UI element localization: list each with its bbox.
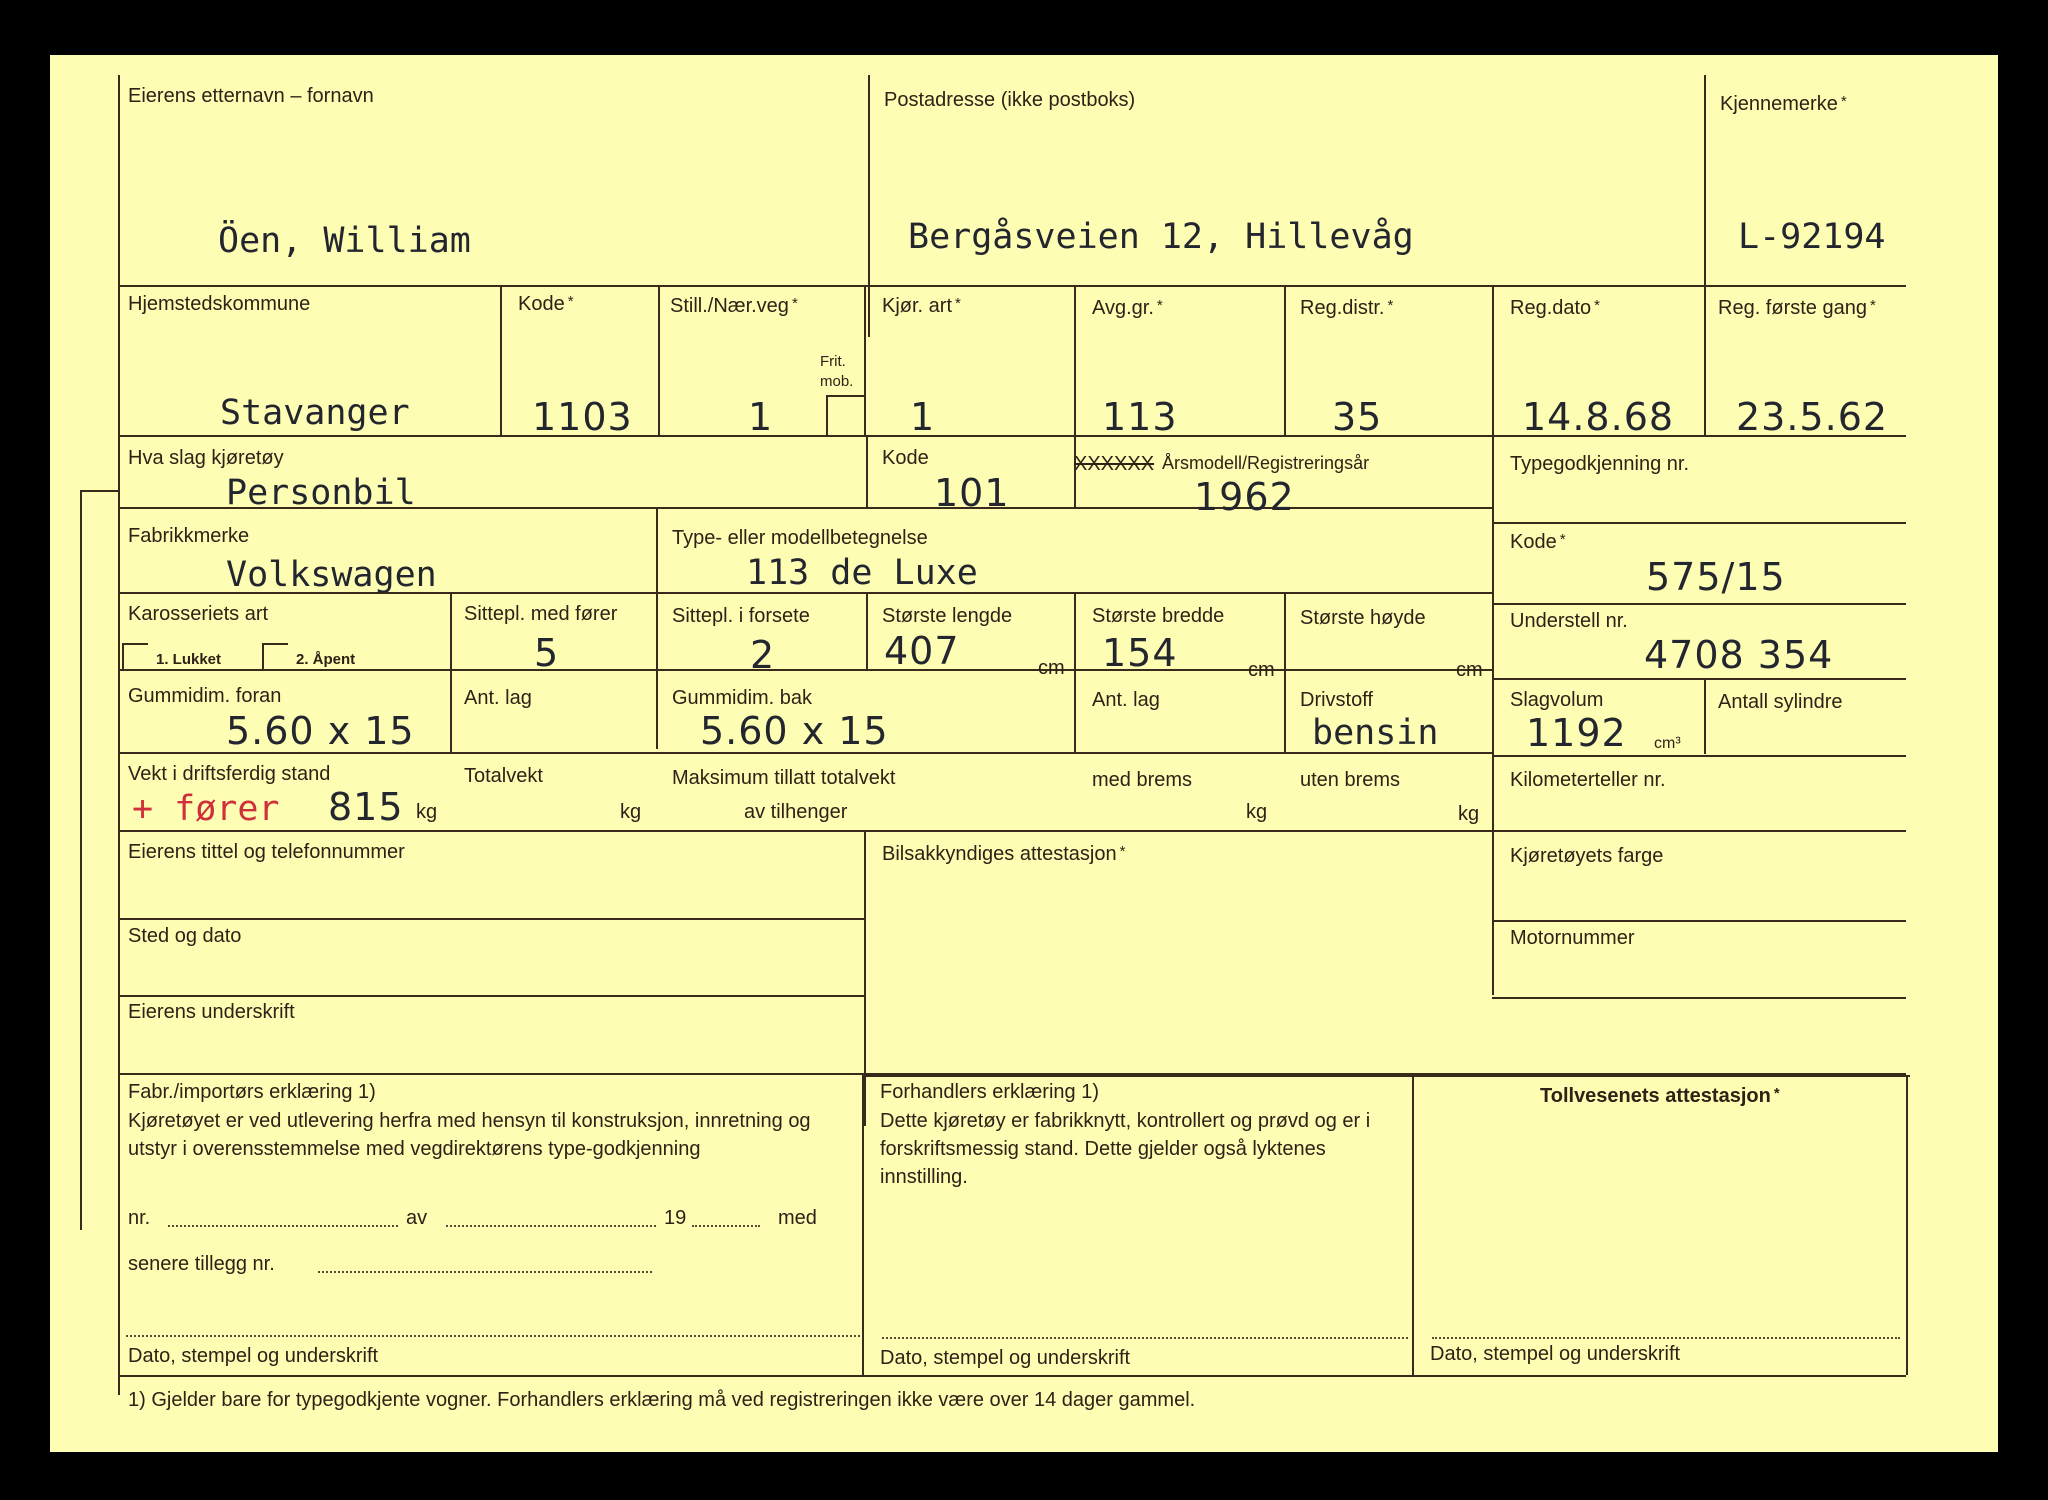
- nr-dotted-line: [168, 1225, 398, 1227]
- width-value: 154: [1102, 631, 1178, 675]
- mobile-box-label-2: mob.: [820, 373, 854, 390]
- code-value: 1103: [532, 395, 633, 439]
- divider: [118, 830, 1906, 832]
- displacement-unit: cm³: [1654, 735, 1681, 752]
- model-year-value: 1962: [1194, 475, 1295, 519]
- model-value: 113 de Luxe: [746, 553, 978, 593]
- model-label: Type- eller modellbetegnelse: [672, 527, 928, 549]
- divider: [1492, 755, 1906, 757]
- type-code-value: 575/15: [1646, 555, 1786, 599]
- chassis-value: 4708 354: [1644, 633, 1834, 677]
- divider: [1492, 285, 1494, 995]
- first-reg-label: Reg. første gang *: [1718, 297, 1876, 320]
- left-margin-line: [118, 75, 120, 1395]
- length-label: Største lengde: [882, 605, 1013, 627]
- divider: [1284, 592, 1286, 752]
- reg-district-value: 35: [1332, 395, 1383, 439]
- fuel-value: bensin: [1312, 713, 1439, 753]
- length-value: 407: [884, 629, 960, 673]
- divider: [1492, 522, 1906, 524]
- divider: [866, 435, 868, 507]
- driving-type-value: 1: [910, 395, 936, 439]
- place-date-label: Sted og dato: [128, 925, 242, 947]
- tyre-rear-label: Gummidim. bak: [672, 687, 813, 709]
- total-weight-label: Totalvekt: [464, 765, 543, 787]
- year-dotted-line: [692, 1225, 760, 1227]
- displacement-value: 1192: [1526, 711, 1627, 755]
- manufacturer-av-label: av: [406, 1207, 428, 1229]
- body-option-closed-checkbox[interactable]: [122, 643, 148, 671]
- seats-with-driver-label: Sittepl. med fører: [464, 603, 618, 625]
- struck-label: XXXXXX: [1074, 453, 1155, 475]
- dealer-footer: Dato, stempel og underskrift: [880, 1347, 1131, 1369]
- owner-name: Öen, William: [218, 221, 471, 261]
- divider: [864, 1075, 1910, 1077]
- divider: [1492, 678, 1906, 680]
- divider: [1284, 285, 1286, 435]
- dealer-decl-text: Dette kjøretøy er fabrikknytt, kontrollert og prøvd og er i forskriftsmessig stand. Dette gjelder også lyktenes innstilling.: [880, 1110, 1371, 1188]
- fee-group-value: 113: [1102, 395, 1178, 439]
- divider: [450, 592, 452, 752]
- customs-footer: Dato, stempel og underskrift: [1430, 1343, 1681, 1365]
- mobile-checkbox-top: [826, 395, 864, 397]
- manufacturer-nr-label: nr.: [128, 1207, 151, 1229]
- registration-mark-label: Kjennemerke *: [1720, 93, 1847, 116]
- signature-dotted-line: [126, 1335, 860, 1337]
- manufacturer-med-label: med: [778, 1207, 817, 1229]
- manufacturer-footer: Dato, stempel og underskrift: [128, 1345, 379, 1367]
- footnote: 1) Gjelder bare for typegodkjente vogner. Forhandlers erklæring må ved registreringen ikke være over 14 dager gammel.: [128, 1389, 1196, 1411]
- reg-date-value: 14.8.68: [1522, 395, 1675, 439]
- length-unit: cm: [1038, 657, 1065, 679]
- divider: [658, 285, 660, 435]
- tyre-front-label: Gummidim. foran: [128, 685, 282, 707]
- make-value: Volkswagen: [226, 555, 437, 595]
- cylinders-label: Antall sylindre: [1718, 691, 1843, 713]
- engine-label: Motornummer: [1510, 927, 1635, 949]
- divider: [656, 507, 658, 749]
- divider: [1074, 285, 1076, 435]
- av-dotted-line: [446, 1225, 656, 1227]
- divider: [500, 285, 502, 435]
- width-unit: cm: [1248, 659, 1275, 681]
- chassis-label: Understell nr.: [1510, 610, 1628, 632]
- address-value: Bergåsveien 12, Hillevåg: [908, 217, 1414, 257]
- divider: [868, 75, 870, 337]
- curb-weight-unit: kg: [416, 801, 438, 823]
- driving-type-label: Kjør. art *: [882, 295, 961, 318]
- reg-date-label: Reg.dato *: [1510, 297, 1600, 320]
- divider: [864, 830, 866, 1126]
- divider: [1412, 1075, 1414, 1375]
- municipality-value: Stavanger: [220, 393, 410, 433]
- code-label: Kode *: [518, 293, 574, 316]
- registration-card: [50, 55, 1998, 1452]
- vehicle-code-label: Kode: [882, 447, 929, 469]
- body-option-open-checkbox[interactable]: [262, 643, 288, 671]
- inspector-label: Bilsakkyndiges attestasjon *: [882, 843, 1125, 866]
- body-label: Karosseriets art: [128, 603, 269, 625]
- odometer-label: Kilometerteller nr.: [1510, 769, 1666, 791]
- divider: [118, 669, 1494, 671]
- divider: [118, 995, 866, 997]
- signature-dotted-line: [882, 1337, 1408, 1339]
- divider: [118, 918, 866, 920]
- max-trailer-label: Maksimum tillatt totalvekt: [672, 767, 896, 789]
- mobile-checkbox[interactable]: [826, 395, 828, 435]
- curb-weight-label: Vekt i driftsferdig stand: [128, 763, 331, 785]
- divider: [118, 285, 1906, 287]
- margin-mark: [80, 490, 118, 492]
- divider: [1906, 1075, 1908, 1375]
- address-label: Postadresse (ikke postboks): [884, 89, 1136, 111]
- max-trailer-label-2: av tilhenger: [744, 801, 848, 823]
- mobile-box-label: Frit.: [820, 353, 846, 370]
- owner-title-label: Eierens tittel og telefonnummer: [128, 841, 405, 863]
- manufacturer-decl-title: Fabr./importørs erklæring 1): [128, 1081, 376, 1103]
- without-brakes-unit: kg: [1458, 803, 1480, 825]
- manufacturer-year-label: 19: [664, 1207, 687, 1229]
- body-option-closed: 1. Lukket: [156, 651, 222, 668]
- model-year-label: Årsmodell/Registreringsår: [1162, 453, 1370, 473]
- divider: [866, 592, 868, 669]
- divider: [1492, 997, 1906, 999]
- seats-with-driver-value: 5: [534, 631, 560, 675]
- curb-weight-prefix: + fører: [132, 789, 280, 829]
- divider: [862, 1075, 864, 1375]
- position-label: Still./Nær.veg *: [670, 295, 798, 318]
- first-reg-value: 23.5.62: [1736, 395, 1889, 439]
- customs-title: Tollvesenets attestasjon *: [1540, 1085, 1780, 1108]
- without-brakes-label: uten brems: [1300, 769, 1401, 791]
- make-label: Fabrikkmerke: [128, 525, 250, 547]
- signature-dotted-line: [1432, 1337, 1900, 1339]
- front-seats-value: 2: [750, 633, 776, 677]
- vehicle-kind-value: Personbil: [226, 473, 416, 513]
- later-dotted-line: [318, 1271, 652, 1273]
- height-unit: cm: [1456, 659, 1483, 681]
- divider: [118, 1375, 1906, 1377]
- position-value: 1: [748, 395, 774, 439]
- ply-front-label: Ant. lag: [464, 687, 532, 709]
- total-weight-unit: kg: [620, 801, 642, 823]
- with-brakes-unit: kg: [1246, 801, 1268, 823]
- curb-weight-value: 815: [328, 785, 404, 829]
- divider: [1492, 603, 1906, 605]
- fuel-label: Drivstoff: [1300, 689, 1373, 711]
- body-option-open: 2. Åpent: [296, 651, 356, 668]
- tyre-front-value: 5.60 x 15: [226, 709, 415, 753]
- manufacturer-decl-text: Kjøretøyet er ved utlevering herfra med hensyn til konstruksjon, innretning og utstyr i overensstemmelse med vegdirektørens type-godkjenning: [128, 1110, 811, 1160]
- width-label: Største bredde: [1092, 605, 1225, 627]
- divider: [1492, 920, 1906, 922]
- dealer-decl-title: Forhandlers erklæring 1): [880, 1081, 1099, 1103]
- divider: [1704, 678, 1706, 754]
- type-approval-label: Typegodkjenning nr.: [1510, 453, 1690, 475]
- divider: [1074, 592, 1076, 752]
- color-label: Kjøretøyets farge: [1510, 845, 1664, 867]
- margin-mark: [80, 490, 82, 1230]
- vehicle-code-value: 101: [934, 471, 1010, 515]
- divider: [1704, 285, 1706, 435]
- with-brakes-label: med brems: [1092, 769, 1193, 791]
- manufacturer-later-label: senere tillegg nr.: [128, 1253, 275, 1275]
- reg-district-label: Reg.distr. *: [1300, 297, 1393, 320]
- owner-label: Eierens etternavn – fornavn: [128, 85, 374, 107]
- vehicle-kind-label: Hva slag kjøretøy: [128, 447, 284, 469]
- divider: [864, 285, 866, 435]
- registration-mark-value: L-92194: [1738, 217, 1886, 257]
- height-label: Største høyde: [1300, 607, 1426, 629]
- signature-label: Eierens underskrift: [128, 1001, 295, 1023]
- front-seats-label: Sittepl. i forsete: [672, 605, 810, 627]
- displacement-label: Slagvolum: [1510, 689, 1604, 711]
- ply-rear-label: Ant. lag: [1092, 689, 1160, 711]
- tyre-rear-value: 5.60 x 15: [700, 709, 889, 753]
- fee-group-label: Avg.gr. *: [1092, 297, 1163, 320]
- municipality-label: Hjemstedskommune: [128, 293, 311, 315]
- type-code-label: Kode *: [1510, 531, 1566, 554]
